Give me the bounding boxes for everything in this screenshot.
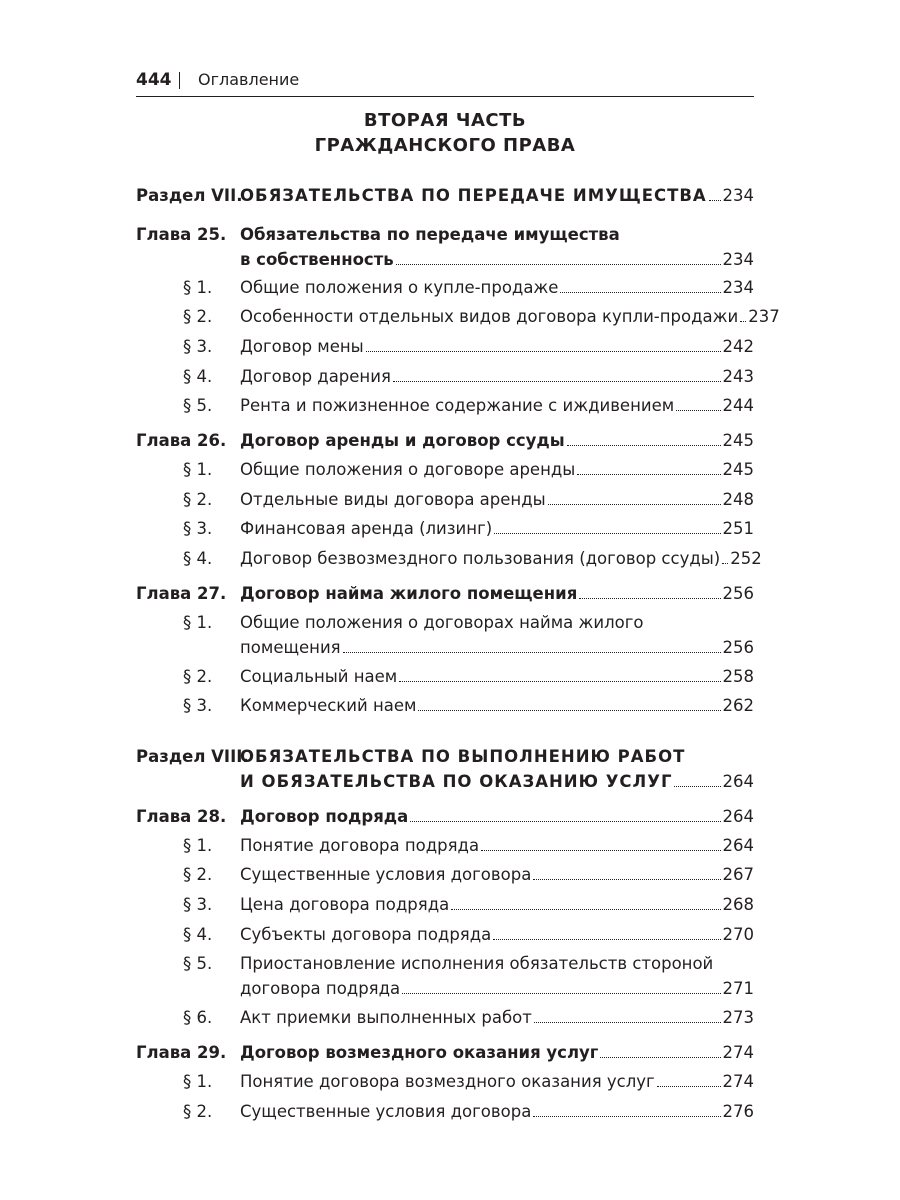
item-title: Акт приемки выполненных работ: [240, 1008, 532, 1027]
item-title: Понятие договора подряда: [240, 836, 480, 855]
chapter-title-line2: в собственность: [240, 250, 394, 269]
item-title: Договор безвозмездного пользования (договор ссуды): [240, 549, 721, 568]
dot-leader: [493, 939, 720, 940]
page-ref: 248: [722, 490, 754, 509]
paragraph-label: § 2.: [183, 865, 213, 884]
page-ref: 242: [722, 337, 754, 356]
toc-chapter-25[interactable]: [136, 222, 754, 272]
page-ref: 264: [722, 836, 754, 855]
chapter-label: Глава 29.: [136, 1043, 227, 1062]
page-header: [136, 70, 754, 97]
paragraph-label: § 3.: [183, 337, 213, 356]
section-title-line2: И ОБЯЗАТЕЛЬСТВА ПО ОКАЗАНИЮ УСЛУГ: [240, 772, 673, 791]
paragraph-label: § 1.: [183, 278, 213, 297]
item-title: Существенные условия договора: [240, 1102, 532, 1121]
page-ref: 258: [722, 667, 754, 686]
page-ref: 245: [722, 460, 754, 479]
dot-leader: [396, 264, 721, 265]
dot-leader: [366, 351, 721, 352]
page-ref: 264: [722, 772, 754, 791]
page-ref: 267: [722, 865, 754, 884]
dot-leader: [676, 410, 720, 411]
chapter-label: Глава 25.: [136, 225, 227, 244]
item-title-line1: Общие положения о договорах найма жилого: [240, 613, 644, 632]
page-ref: 264: [722, 807, 754, 826]
item-title: Социальный наем: [240, 667, 398, 686]
page-ref: 252: [730, 549, 762, 568]
item-title: Финансовая аренда (лизинг): [240, 519, 493, 538]
dot-leader: [402, 993, 720, 994]
dot-leader: [577, 474, 720, 475]
page-ref: 276: [722, 1102, 754, 1121]
chapter-title: Договор найма жилого помещения: [240, 584, 578, 603]
page-ref: 271: [722, 979, 754, 998]
dot-leader: [560, 292, 720, 293]
dot-leader: [709, 200, 721, 201]
section-label: Раздел VII.: [136, 186, 243, 205]
header-title: Оглавление: [198, 70, 300, 89]
page-ref: 234: [722, 278, 754, 297]
dot-leader: [393, 381, 721, 382]
page-ref: 243: [722, 367, 754, 386]
chapter-label: Глава 26.: [136, 431, 227, 450]
page-ref: 270: [722, 925, 754, 944]
dot-leader: [740, 321, 746, 322]
toc-item-27-1[interactable]: [136, 610, 754, 660]
paragraph-label: § 4.: [183, 925, 213, 944]
part-title-line1: ВТОРАЯ ЧАСТЬ: [363, 110, 527, 131]
item-title: Особенности отдельных видов договора купли-продажи: [240, 307, 739, 326]
dot-leader: [399, 681, 720, 682]
paragraph-label: § 2.: [183, 490, 213, 509]
paragraph-label: § 3.: [183, 895, 213, 914]
paragraph-label: § 1.: [183, 613, 213, 632]
dot-leader: [451, 909, 720, 910]
dot-leader: [722, 563, 728, 564]
dot-leader: [494, 533, 720, 534]
chapter-label: Глава 27.: [136, 584, 227, 603]
page-ref: 237: [748, 307, 780, 326]
item-title-line2: договора подряда: [240, 979, 401, 998]
paragraph-label: § 6.: [183, 1008, 213, 1027]
paragraph-label: § 2.: [183, 1102, 213, 1121]
paragraph-label: § 3.: [183, 696, 213, 715]
dot-leader: [567, 445, 721, 446]
page-ref: 245: [722, 431, 754, 450]
dot-leader: [481, 850, 720, 851]
chapter-label: Глава 28.: [136, 807, 227, 826]
page-ref: 256: [722, 638, 754, 657]
dot-leader: [533, 879, 720, 880]
item-title: Рента и пожизненное содержание с иждивением: [240, 396, 675, 415]
dot-leader: [548, 504, 721, 505]
item-title: Отдельные виды договора аренды: [240, 490, 546, 509]
item-title: Договор дарения: [240, 367, 391, 386]
item-title: Общие положения о договоре аренды: [240, 460, 576, 479]
paragraph-label: § 4.: [183, 367, 213, 386]
paragraph-label: § 1.: [183, 836, 213, 855]
toc-section-8[interactable]: [136, 744, 754, 794]
page-number: 444: [136, 70, 172, 90]
part-title-line2: ГРАЖДАНСКОГО ПРАВА: [314, 135, 576, 156]
section-title: ОБЯЗАТЕЛЬСТВА ПО ПЕРЕДАЧЕ ИМУЩЕСТВА: [240, 186, 707, 205]
item-title: Понятие договора возмездного оказания услуг: [240, 1072, 655, 1091]
item-title: Существенные условия договора: [240, 865, 532, 884]
dot-leader: [533, 1116, 720, 1117]
dot-leader: [600, 1057, 720, 1058]
item-title: Коммерческий наем: [240, 696, 417, 715]
page-ref: 234: [722, 250, 754, 269]
paragraph-label: § 1.: [183, 460, 213, 479]
item-title: Договор мены: [240, 337, 364, 356]
dot-leader: [579, 598, 720, 599]
paragraph-label: § 4.: [183, 549, 213, 568]
chapter-title: Договор возмездного оказания услуг: [240, 1043, 599, 1062]
paragraph-label: § 2.: [183, 307, 213, 326]
chapter-title: Договор аренды и договор ссуды: [240, 431, 565, 450]
page-ref: 273: [722, 1008, 754, 1027]
page-ref: 274: [722, 1043, 754, 1062]
toc-item-28-5[interactable]: [136, 951, 754, 1001]
dot-leader: [410, 821, 720, 822]
dot-leader: [343, 652, 721, 653]
item-title-line1: Приостановление исполнения обязательств стороной: [240, 954, 714, 973]
paragraph-label: § 5.: [183, 954, 213, 973]
section-title-line1: ОБЯЗАТЕЛЬСТВА ПО ВЫПОЛНЕНИЮ РАБОТ: [240, 747, 686, 766]
page-ref: 274: [722, 1072, 754, 1091]
paragraph-label: § 3.: [183, 519, 213, 538]
page-ref: 234: [722, 186, 754, 205]
header-separator: [179, 72, 180, 89]
page-ref: 262: [722, 696, 754, 715]
section-label: Раздел VIII.: [136, 747, 249, 766]
page-ref: 268: [722, 895, 754, 914]
paragraph-label: § 5.: [183, 396, 213, 415]
page-ref: 256: [722, 584, 754, 603]
page-ref: 251: [722, 519, 754, 538]
item-title-line2: помещения: [240, 638, 341, 657]
dot-leader: [657, 1086, 721, 1087]
item-title: Общие положения о купле-продаже: [240, 278, 559, 297]
chapter-title: Договор подряда: [240, 807, 409, 826]
item-title: Цена договора подряда: [240, 895, 450, 914]
dot-leader: [674, 786, 720, 787]
page-ref: 244: [722, 396, 754, 415]
paragraph-label: § 1.: [183, 1072, 213, 1091]
paragraph-label: § 2.: [183, 667, 213, 686]
chapter-title-line1: Обязательства по передаче имущества: [240, 225, 620, 244]
item-title: Субъекты договора подряда: [240, 925, 492, 944]
dot-leader: [534, 1022, 721, 1023]
dot-leader: [418, 710, 720, 711]
